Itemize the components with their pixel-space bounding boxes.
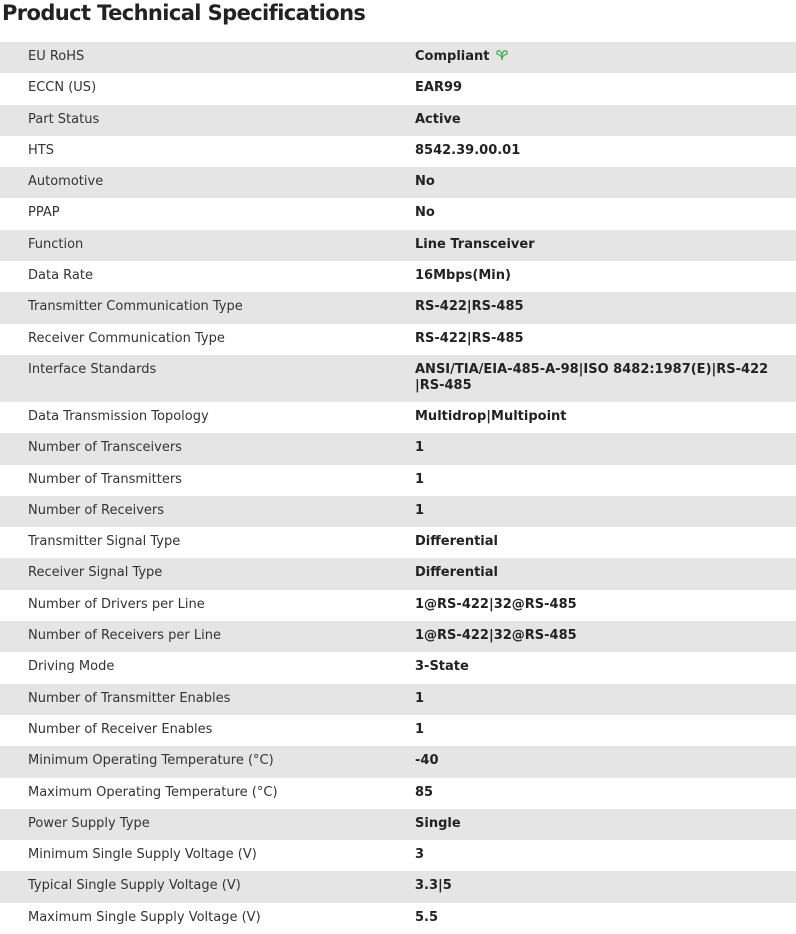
spec-label: Receiver Communication Type	[28, 330, 225, 346]
spec-label: Minimum Single Supply Voltage (V)	[28, 847, 257, 863]
spec-label: Power Supply Type	[28, 815, 150, 831]
spec-value: 85	[415, 784, 434, 800]
table-row	[0, 198, 796, 229]
spec-label: Data Rate	[28, 268, 93, 284]
table-row	[0, 496, 796, 527]
table-row	[0, 433, 796, 464]
spec-value: 16Mbps(Min)	[415, 268, 511, 284]
spec-value: No	[415, 174, 435, 190]
spec-value: 3-State	[415, 659, 469, 675]
spec-value: Active	[415, 111, 461, 127]
spec-label: Number of Receivers per Line	[28, 628, 221, 644]
spec-value: Line Transceiver	[415, 236, 535, 252]
spec-value: 1	[415, 721, 425, 737]
table-row	[0, 324, 796, 355]
table-row	[0, 778, 796, 809]
spec-value-cell	[388, 42, 796, 73]
spec-label: Receiver Signal Type	[28, 565, 163, 581]
table-row	[0, 73, 796, 104]
table-row	[0, 105, 796, 136]
table-row	[0, 527, 796, 558]
spec-label: Transmitter Communication Type	[28, 299, 243, 315]
spec-value: 1	[415, 690, 425, 706]
table-row	[0, 402, 796, 433]
table-row	[0, 621, 796, 652]
spec-label: Function	[28, 236, 84, 252]
spec-value: Compliant	[415, 49, 490, 64]
spec-label: Driving Mode	[28, 659, 115, 675]
table-row	[0, 230, 796, 261]
spec-value: 3	[415, 847, 425, 863]
spec-label: Data Transmission Topology	[28, 408, 209, 424]
spec-label: Number of Receiver Enables	[28, 721, 213, 737]
table-row	[0, 292, 796, 323]
spec-value: 8542.39.00.01	[415, 142, 521, 158]
spec-label: Part Status	[28, 111, 100, 127]
spec-value: No	[415, 205, 435, 221]
spec-label: Maximum Single Supply Voltage (V)	[28, 909, 261, 925]
spec-value: 1@RS-422|32@RS-485	[415, 628, 577, 644]
spec-value: 1	[415, 471, 425, 487]
table-row	[0, 590, 796, 621]
spec-value: 3.3|5	[415, 878, 452, 894]
table-row	[0, 903, 796, 934]
table-row	[0, 652, 796, 683]
spec-label: Number of Drivers per Line	[28, 596, 205, 612]
spec-label: Number of Transmitters	[28, 471, 182, 487]
spec-label: Number of Transmitter Enables	[28, 690, 231, 706]
spec-value: ANSI/TIA/EIA-485-A-98|ISO 8482:1987(E)|RS-422|RS-485	[415, 361, 769, 393]
table-row	[0, 684, 796, 715]
table-row	[0, 261, 796, 292]
spec-value: Single	[415, 815, 461, 831]
spec-label: EU RoHS	[28, 49, 85, 64]
spec-value: 1@RS-422|32@RS-485	[415, 596, 577, 612]
spec-table	[0, 42, 796, 934]
spec-value: Differential	[415, 565, 498, 581]
table-row	[0, 558, 796, 589]
page-title: Product Technical Specifications	[2, 1, 366, 25]
spec-value: RS-422|RS-485	[415, 330, 524, 346]
spec-label: Maximum Operating Temperature (°C)	[28, 784, 278, 800]
table-row	[0, 136, 796, 167]
leaf-icon	[495, 49, 509, 61]
spec-table-body	[0, 42, 796, 934]
spec-label: HTS	[28, 142, 54, 158]
table-row	[0, 42, 796, 73]
table-row	[0, 167, 796, 198]
spec-label: Transmitter Signal Type	[28, 534, 181, 550]
spec-value: Multidrop|Multipoint	[415, 408, 567, 424]
spec-value: 5.5	[415, 909, 439, 925]
table-row	[0, 871, 796, 902]
table-row	[0, 465, 796, 496]
spec-value: 1	[415, 502, 425, 518]
spec-label: Interface Standards	[28, 361, 157, 377]
spec-label: ECCN (US)	[28, 80, 97, 96]
spec-value: 1	[415, 440, 425, 456]
table-row	[0, 840, 796, 871]
spec-label: Number of Receivers	[28, 502, 165, 518]
table-row	[0, 355, 796, 402]
table-row	[0, 809, 796, 840]
spec-label: Number of Transceivers	[28, 440, 182, 456]
table-row	[0, 746, 796, 777]
spec-label: PPAP	[28, 205, 60, 221]
spec-label: Typical Single Supply Voltage (V)	[28, 878, 241, 894]
spec-label: Automotive	[28, 174, 104, 190]
spec-value: -40	[415, 753, 439, 769]
spec-value: RS-422|RS-485	[415, 299, 524, 315]
spec-value: Differential	[415, 534, 498, 550]
table-row	[0, 715, 796, 746]
spec-value: EAR99	[415, 80, 463, 96]
spec-label: Minimum Operating Temperature (°C)	[28, 753, 274, 769]
